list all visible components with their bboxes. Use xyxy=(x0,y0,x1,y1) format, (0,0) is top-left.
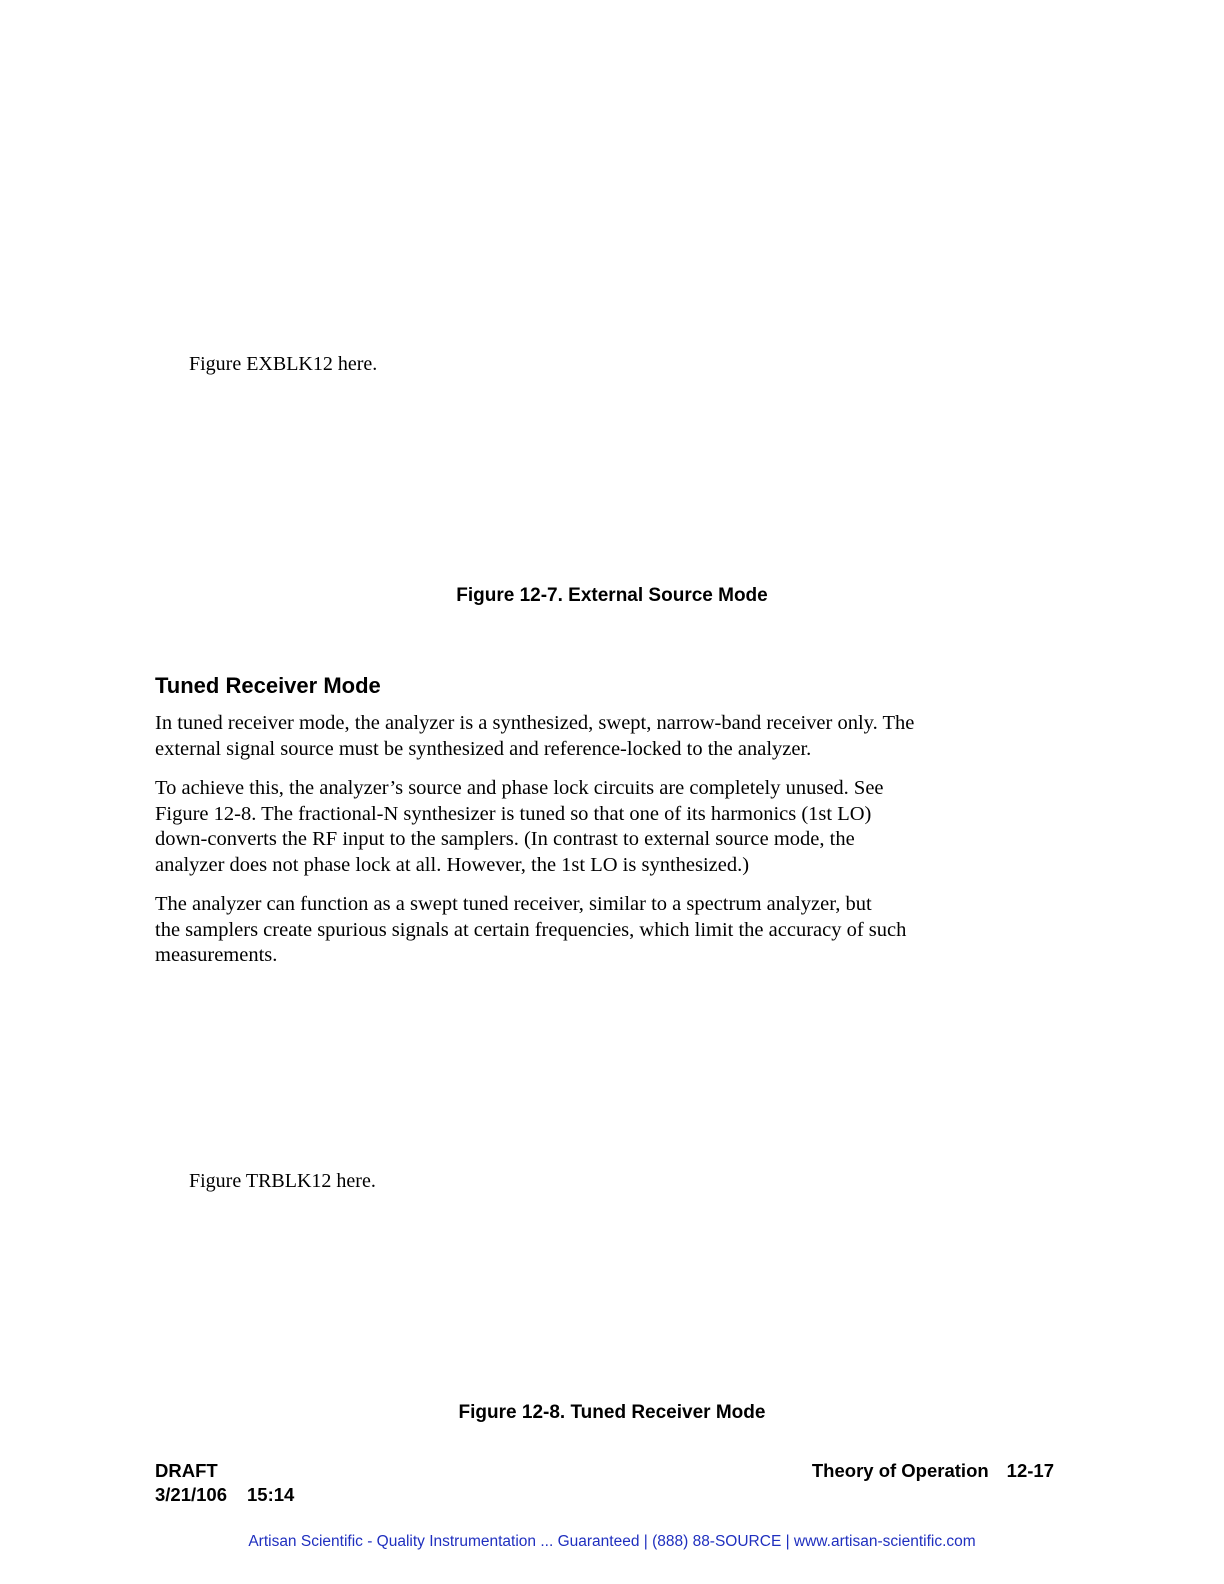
figure-caption-12-7: Figure 12-7. External Source Mode xyxy=(456,585,768,606)
footer-running-head xyxy=(812,1459,1054,1483)
draft-time: 15:14 xyxy=(247,1484,295,1505)
figure-placeholder-exblk12: Figure EXBLK12 here. xyxy=(189,353,378,375)
page-number: 12-17 xyxy=(1006,1460,1054,1481)
artisan-banner-link[interactable]: Artisan Scientific - Quality Instrumentation ... Guaranteed | (888) 88-SOURCE | www.artisan-scientific.com xyxy=(248,1533,976,1550)
paragraph-3: The analyzer can function as a swept tuned receiver, similar to a spectrum analyzer, but the samplers create spurious signals at certain frequencies, which limit the accuracy of such measurements. xyxy=(155,893,907,966)
section-heading: Tuned Receiver Mode xyxy=(155,673,381,698)
footer-draft-block xyxy=(155,1459,294,1507)
figure-caption-12-8: Figure 12-8. Tuned Receiver Mode xyxy=(458,1402,766,1423)
paragraph-2: To achieve this, the analyzer’s source and phase lock circuits are completely unused. See Figure 12-8. The fractional-N synthesizer is tuned so that one of its harmonics (1st LO) down-converts the RF input to the samplers. (In contrast to external source mode, the analyzer does not phase lock at all. However, the 1st LO is synthesized.) xyxy=(155,777,884,876)
draft-date: 3/21/106 xyxy=(155,1484,228,1505)
chapter-title: Theory of Operation xyxy=(811,1460,989,1481)
paragraph-1: In tuned receiver mode, the analyzer is a synthesized, swept, narrow-band receiver only. The external signal source must be synthesized and reference-locked to the analyzer. xyxy=(155,712,915,760)
figure-placeholder-trblk12: Figure TRBLK12 here. xyxy=(189,1170,376,1192)
draft-label: DRAFT xyxy=(155,1460,218,1481)
draft-timestamp xyxy=(155,1483,294,1507)
